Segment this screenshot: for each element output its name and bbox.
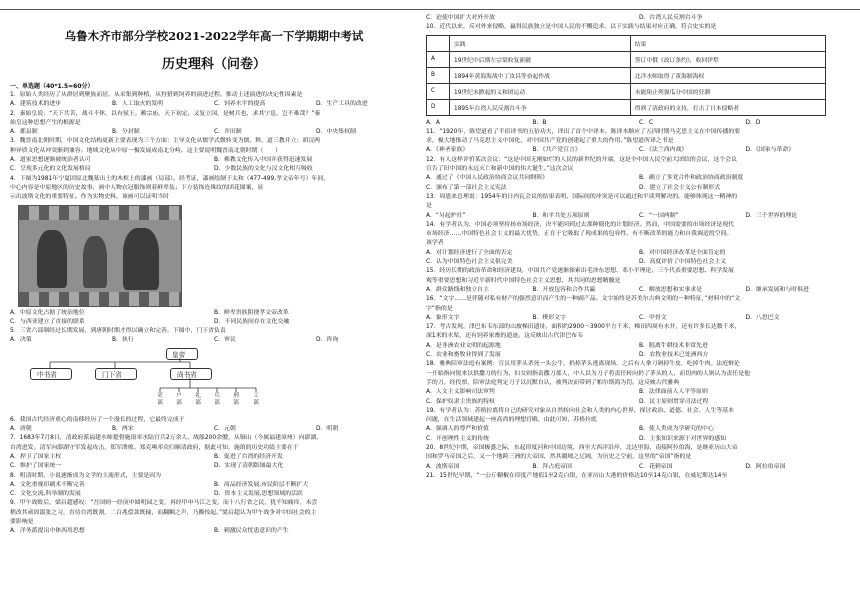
question-stem: 市场经济……中国特色社会主义的最大优势，正在于它吸取了现成果的包容性，有不断改革的能力和自我调适的空间。	[426, 231, 733, 238]
question-10-table	[426, 35, 826, 116]
answer-option: B．两宋	[112, 426, 134, 433]
answer-option: C．迫使中国扩大对外开放	[426, 15, 495, 21]
ministry-label: 户部	[176, 392, 182, 406]
answer-option: B．法律面前人人平等原则	[639, 389, 708, 396]
answer-option: D．《国家与革命》	[745, 147, 795, 154]
answer-option: B．确立了多党合作和政治协商政治制度	[639, 175, 744, 182]
answer-option: B．楔形文字	[532, 314, 566, 321]
question-stem: 求，极大地推动了马克思主义中国化，对中国共产党的创建起了重大的作用，”陈望道所译之书是	[426, 138, 674, 145]
question-stem: 6．我国古代经济重心的南移经历了一个漫长的过程，它最终完成于	[10, 416, 185, 423]
option-row	[426, 146, 852, 155]
ministry-label: 兵部	[214, 392, 220, 406]
table-cell: C	[427, 83, 450, 99]
answer-option: A．捍卫了国家主权	[10, 453, 62, 460]
answer-option: A．是非洲农业文明的起源地	[426, 342, 501, 349]
right-question-list	[426, 14, 852, 481]
question-stem: 台湾进发。清军向澎湖守军发起攻击，郑军溃败。郑克塽率众归顺清政府，据此可知，施琅的历史功绩主要在于	[10, 444, 299, 451]
table-corner-cell	[427, 35, 450, 51]
answer-option: D．台湾人民反割台斗争	[639, 15, 703, 21]
answer-option: D．阿拉伯帝国	[745, 463, 786, 470]
answer-option: A．“另起炉灶”	[426, 212, 466, 219]
answer-option: C．维护了国家统一	[10, 463, 62, 470]
answer-option: B．促进了台湾的经济开发	[214, 453, 283, 460]
answer-option: D．八思巴文	[745, 314, 780, 321]
answer-option: B．开放包容和合作共赢	[532, 286, 596, 293]
option-row	[10, 128, 418, 137]
table-cell: 北洋水师取得了黄海制海权	[630, 67, 825, 83]
answer-option: C．C	[639, 119, 654, 126]
question-stem: 一开始指向锐来以供撒刀的行为，妇女则指责撒刀那人，中人以为刀子将责任转向扔了茅头的人，而切肉的人则认为责任是他	[426, 370, 750, 377]
answer-option: C．“一国两制”	[639, 212, 679, 219]
answer-option: D．生产工具的改进	[316, 101, 368, 108]
question-stem: 8．明清时期，小说逐渐成为文学的主流形式，主要是因为	[10, 472, 162, 479]
header-rule	[0, 9, 860, 10]
answer-option: B．B	[532, 119, 547, 126]
table-row	[427, 67, 826, 83]
answer-option: A．强调人的尊严和价值	[426, 426, 489, 433]
option-row	[426, 314, 852, 323]
diagram-mid-label: 中书省	[37, 370, 57, 379]
answer-option: B．《共产党宣言》	[532, 147, 581, 154]
question-stem: 11．“1920年，陈望道看了半宿译书的五倍功夫，译出了首个中译本。陈译本顺应了五四时期马克思主义在中国传播的要	[426, 128, 741, 135]
option-row	[426, 119, 852, 128]
three-departments-diagram	[10, 348, 418, 414]
answer-option: A．决策	[10, 337, 32, 344]
answer-option: C．认为中国特色社会主义很完美	[426, 259, 513, 266]
answer-option: B．脱离牛耕技术非常先进	[639, 342, 708, 349]
answer-option: B．对中国经济改革是全面肯定的	[639, 249, 726, 256]
option-row	[10, 156, 418, 165]
option-row	[10, 490, 418, 499]
table-cell: 得到了清政府的支持，打击了日本侵略者	[630, 99, 825, 115]
option-row	[426, 342, 852, 351]
answer-option: C．颁布了第一部社会主义宪法	[426, 184, 507, 191]
option-row	[426, 286, 852, 295]
answer-option: C．开创理性主义的传统	[426, 435, 490, 442]
answer-option: D．民主原则贯穿司法过程	[639, 398, 709, 405]
option-row	[426, 258, 852, 267]
answer-option: C．井田制	[214, 129, 242, 136]
answer-option: B．分封制	[112, 129, 140, 136]
question-stem: 手的刀。经投票，陪审法庭判定刀子以沉默自认，被判决而带到了帕尔斯海为罚。这反映古代雅典	[426, 379, 680, 386]
answer-option: D．主张知识来源于对世界的感知	[639, 435, 727, 442]
answer-option: B．刺激民众忧患意识的产生	[214, 528, 289, 535]
answer-option: A．道家思想逐渐被统治者认可	[10, 157, 91, 164]
question-stem: 中心内容是中原地区的历史故事，画中人物衣冠服饰则着鲜卑装；下方装饰连珠纹的团花图案，显	[10, 184, 264, 191]
table-cell: 1895年台湾人民反割台斗争	[450, 99, 631, 115]
answer-option: D．建立了社会主义公有制形式	[639, 184, 721, 191]
answer-option: B．人工取火的发明	[112, 101, 164, 108]
question-stem: 19．有学者认为：苏格拉底将自己的研究对象从自然转向社会和人类的内心世界，探讨政治、道德、社会、人生等基本	[426, 407, 734, 414]
question-stem: 始皇这种思想产生的根源是	[10, 119, 81, 126]
answer-option: C．与西亚建立了直接的联系	[10, 318, 85, 325]
table-cell: A	[427, 51, 450, 67]
answer-option: B．拜占庭帝国	[532, 463, 572, 470]
answer-option: C．甲骨文	[639, 314, 667, 321]
ministry-label: 刑部	[233, 392, 239, 406]
option-row	[426, 425, 852, 434]
answer-option: C．花剌帝国	[639, 463, 673, 470]
answer-option: B．执行	[112, 337, 134, 344]
question-stem: 国和罗马帝国之后，又一个地跨三洲的大帝国，然其疆域之辽阔，为历史之空前，这里的“帝国”指的是	[426, 454, 692, 461]
answer-option: D．三个世界的理论	[745, 212, 798, 219]
option-row	[426, 184, 852, 193]
option-row	[10, 165, 418, 174]
answer-option: C．《法兰西内战》	[639, 147, 688, 154]
question-stem: 3．魏晋南北朝时期，中国文化结构更新主要表现为三个方面：主导文化从儒学式微转变为儒、释、道三教并立；胡汉两	[10, 138, 321, 145]
question-stem: 15．经历长期的政治革命和经济建设，中国共产党逐渐探索出毛泽东思想、邓小平理论、三个代表重要思想、科学发展	[426, 268, 734, 275]
option-row	[426, 174, 852, 183]
answer-option: A．人文主义影响司法审判	[426, 389, 495, 396]
answer-option: D．中央集权制	[316, 129, 356, 136]
table-cell: 未能阻止列强瓜分中国的狂潮	[630, 83, 825, 99]
lacquer-painting-figure	[10, 205, 418, 307]
option-row	[10, 318, 418, 327]
exam-title: 乌鲁木齐市部分学校2021-2022学年高一下学期期中考试	[64, 29, 364, 43]
answer-option: A．通过了《中国人民政治协商会议共同纲领》	[426, 175, 548, 182]
question-stem: 字”指的是	[426, 305, 453, 312]
table-row	[427, 99, 826, 115]
question-stem: 种异质文化从冲突渐到兼容；地域文化从中原一极发展成南北分峙。这主要说明魏晋南北朝时期（ ）	[10, 147, 281, 154]
option-row	[10, 425, 418, 434]
question-stem: 7．1683年7月8日，清政府派福建水师提督施琅率水陆官兵2万余人、战船200余艘，从铜山（今属福建漳州）向澎湖、	[10, 435, 323, 442]
option-row	[426, 463, 852, 472]
option-row	[10, 453, 418, 462]
question-stem: 示出波斯文化的重要特征。作为实物史料，该画可以证明当时	[10, 194, 170, 201]
option-row	[10, 527, 418, 536]
question-stem: 9．甲午战败后，梁启超感叹：“吾国则一经庚申圆明园之变，再经甲申马江之变，而十八行省之民，犹不知痛痒，未尝	[10, 500, 318, 507]
question-stem: 13．周恩来总理说：1954年的日内瓦会议的结果表明，国际间的冲突是可以通过和平谈判解决的。能够体现这一精神的	[426, 193, 738, 200]
answer-option: D．D	[745, 119, 761, 126]
answer-option: C．饲养水平的提高	[214, 101, 266, 108]
table-row	[427, 83, 826, 99]
answer-option: B．佛教文化传入中国并获得迅速发展	[214, 157, 313, 164]
option-row	[10, 462, 418, 471]
table-header-cell: 实践	[450, 35, 631, 51]
left-question-list	[10, 91, 418, 537]
right-column	[426, 14, 852, 604]
answer-option: A．A	[426, 119, 440, 126]
left-column	[10, 14, 418, 604]
answer-option: C．审议	[214, 337, 236, 344]
answer-option: C．文化交流,科举制的发展	[10, 491, 81, 498]
question-stem: 16．“文字……是伴随对私有财产的强烈意识而产生的一种副产品。文字始终是苏美尔古典文明的一种特征，”材料中的“文	[426, 296, 741, 303]
answer-option: C．元朝	[214, 426, 236, 433]
question-stem: 17．考古发现，津巴布韦东部的山坡梯田遗址，面积约2900～3900平方千米，梯田四周有水井，还有许多长达数千米，	[426, 324, 741, 331]
option-row	[10, 309, 418, 318]
answer-option: D．高度评价了中国特色社会主义	[639, 259, 727, 266]
question-stem: 4．下图为1981年宁夏固原北魏墓出土的木棺上的漆画（局部）。经考证，漆画绘制于太和（477-499,孝文帝年号）年间，	[10, 175, 330, 182]
question-stem: 21．15世纪早期，“一公斤糊椒在印度产地值1至2克白银，在亚历山大港的价格达10至14克白银，在威尼斯达14至	[426, 472, 728, 479]
table-row	[427, 51, 826, 67]
table-cell: 签订中俄《改订条约》，收回伊犁	[630, 51, 825, 67]
answer-option: C．解放思想和实事求是	[639, 286, 703, 293]
question-stem: 1．原始人类经历了从群居到聚族而居，从采集到种植，从狩猎到饲养的演进过程。推动上述演进的决定性因素是	[10, 92, 303, 98]
question-stem: 宣告了旧中国的永远灭亡和新中国的伟大诞生。”这次会议	[426, 166, 574, 173]
question-stem: 10．近代以来，反对外来侵略，赢得民族独立是中国人民的不懈追求。以下实践与结果对应正确，符合史实的是	[426, 24, 717, 31]
option-row	[426, 351, 852, 360]
answer-option: D．少数民族的文化与汉文化相互吸收	[214, 166, 313, 173]
diagram-mid-label: 门下省	[102, 370, 122, 379]
answer-option: C．保护奴隶主贵族的特权	[426, 398, 495, 405]
table-cell: B	[427, 67, 450, 83]
diagram-mid-label: 尚书省	[177, 370, 197, 379]
answer-option: D．资本主义发展,思想领域的活跃	[214, 491, 303, 498]
question-stem: 观等重要思想和习近平新时代中国特色社会主义思想，其共同的思想精髓是	[426, 277, 621, 284]
answer-option: A．唐朝	[10, 426, 32, 433]
question-stem: 是	[426, 203, 432, 210]
table-cell: 19世纪中后期左宗棠收复新疆	[450, 51, 631, 67]
answer-option: B．鲜卑贵族阻挠孝文帝改革	[214, 309, 289, 316]
lacquer-painting-image	[18, 205, 182, 307]
answer-option: D．实现了清朝版图最大化	[214, 463, 284, 470]
option-row	[10, 336, 418, 345]
question-stem: 稍改其顽固嚣张之习，直待台湾既割，二百兆偿款既输，而翻鲷之声，乃撕惊起。”梁启超认为甲午战争对中国社会的主	[10, 509, 317, 516]
diagram-top-label: 皇帝	[172, 350, 186, 359]
answer-option: A．文化重视印刷术不断完善	[10, 481, 85, 488]
table-header-row	[427, 35, 826, 51]
option-row	[426, 398, 852, 407]
answer-option: A．波斯帝国	[426, 463, 460, 470]
question-stem: 问题，在生活领域建起一座高尚的理想宫殿，由此可知，苏格拉底	[426, 417, 597, 424]
answer-option: A．郡县制	[10, 129, 38, 136]
answer-option: B．商品经济发展,市民阶层不断扩大	[214, 481, 309, 488]
exam-subtitle: 历史理科（问卷）	[161, 57, 266, 72]
option-row	[10, 481, 418, 490]
answer-option: C．农业和畜牧业得到了发展	[426, 352, 501, 359]
answer-option: A．中原文化占据了统治地位	[10, 309, 85, 316]
option-row	[426, 212, 852, 221]
ministry-label: 礼部	[195, 392, 201, 406]
ministry-label: 工部	[253, 392, 259, 406]
question-stem: 要影响是	[10, 519, 34, 526]
table-header-cell: 结果	[630, 35, 825, 51]
ministry-label: 吏部	[157, 392, 163, 406]
option-row	[426, 435, 852, 444]
answer-option: A．群众路线和独立自主	[426, 286, 489, 293]
answer-option: B．使人类成为学研究的中心	[639, 426, 714, 433]
option-row	[426, 14, 852, 23]
question-stem: 20．8世纪中期，帝国极盛之际，东起印度河和中国边境，西至大西洋沿岸，北达里海，南接阿拉伯海，是继亚历山大帝	[426, 444, 738, 451]
section-heading: 一、单选题（40*1.5=60分）	[10, 83, 94, 90]
answer-option: D．明朝	[316, 426, 339, 433]
option-row	[426, 249, 852, 258]
answer-option: A．洋务派提出中体西用思想	[10, 528, 85, 535]
answer-option: D．咨询	[316, 337, 339, 344]
question-stem: 18．雅典陪审法庭有案例：宣员用茅头杀死一头公牛，扔掉茅头逃离现场，之后有人拿刀剁掉牛皮，吃掉牛肉。法庭辩论	[426, 361, 740, 368]
table-cell: D	[427, 99, 450, 115]
table-cell: 19世纪末掀起的义和团运动	[450, 83, 631, 99]
question-stem: 深1米的水渠，还有饲养家畜的遗迹。这反映出古代津巴布韦	[426, 333, 583, 340]
option-row	[426, 388, 852, 397]
answer-option: A．象形文字	[426, 314, 460, 321]
question-stem: 5．三省六部制经过长期发展，到唐朝时期才得以确立和完善。下图中，门下省负责	[10, 328, 226, 335]
answer-option: D．继承发展和与时俱进	[745, 286, 809, 293]
answer-option: C．呈现多元化的文化发展格局	[10, 166, 91, 173]
answer-option: D．农牧业技术已处洲西方	[639, 352, 709, 359]
question-stem: 12．有人这样评价某次会议：“这是中国无刚如烂的人民的新世纪的开端，这是全中国人民空前大团结的会议，这个会议	[426, 156, 737, 163]
answer-option: A．建筑技术的进步	[10, 101, 62, 108]
question-stem: 该学者	[426, 240, 444, 247]
question-stem: 14．有学者认为，中国必须坚持扬市场经济，决不能回到过去那种僵化的计划经济。然而，中国需要的市场经济是现代	[426, 221, 734, 228]
answer-option: A．对计划经济进行了全面的否定	[426, 249, 513, 256]
question-stem: 2．秦始皇说：“天下共苦，战斗不休，以有侯王。赖宗庙，天下初定，又复立国，是树兵也，求其宁息，岂不难哉？”秦	[10, 110, 321, 117]
table-cell: 1894年黄海海战中丁汝昌等奋起作战	[450, 67, 631, 83]
option-row	[10, 100, 418, 109]
answer-option: A．《神圣家族》	[426, 147, 469, 154]
answer-option: B．和平共处五项原则	[532, 212, 590, 219]
answer-option: D．不同民族间存在文化交融	[214, 318, 290, 325]
